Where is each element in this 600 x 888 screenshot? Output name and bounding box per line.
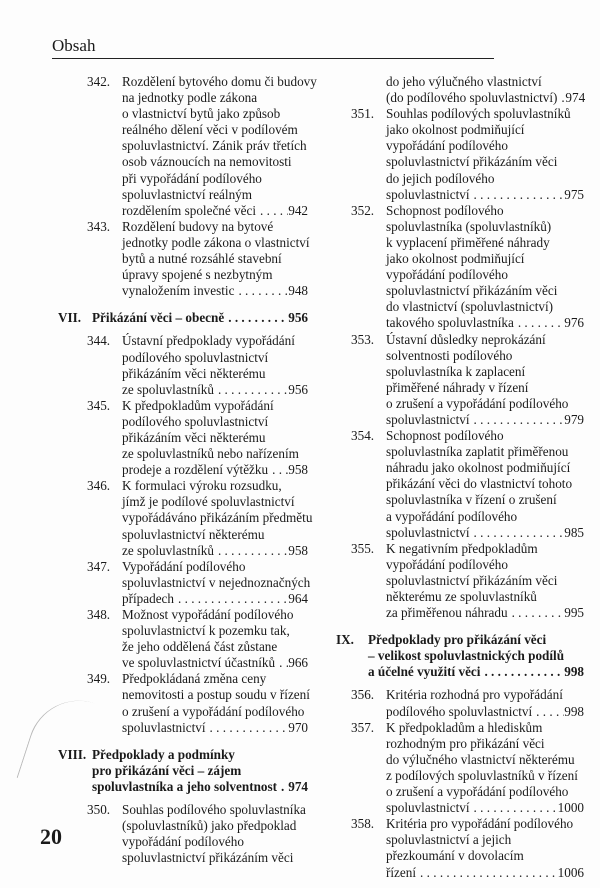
entry-line: K formulaci výroku rozsudku, (122, 478, 282, 494)
entry-line: spoluvlastníka a jeho solventnost (92, 778, 278, 794)
entry-number: 344. (87, 333, 111, 349)
toc-entry[interactable] (58, 558, 311, 607)
entry-page-number[interactable]: 956 (288, 310, 308, 326)
entry-line: jednotky podle zákona o vlastnictví (122, 234, 310, 250)
entry-title (386, 687, 584, 719)
entry-title (122, 219, 308, 299)
toc-entry[interactable] (336, 687, 584, 719)
entry-line: Schopnost podílového (386, 428, 504, 444)
page-header (52, 36, 494, 59)
entry-number: 355. (351, 540, 375, 556)
entry-page-number[interactable]: 995 (564, 605, 584, 621)
dot-leader (470, 412, 565, 428)
entry-line: spoluvlastnictví přikázáním věci (122, 850, 294, 866)
dot-leader (256, 203, 288, 219)
entry-last-line (368, 664, 584, 680)
entry-page-number[interactable]: 970 (288, 719, 308, 735)
entry-line: jímž je podílové spoluvlastnictví (122, 494, 295, 510)
toc-entry[interactable] (58, 671, 308, 735)
entry-line: spoluvlastnictví k pozemku tak, (122, 623, 290, 639)
entry-line: přikázání věci do vlastnictví tohoto (386, 476, 573, 492)
entry-line: spoluvlastníka (spoluvlastníků) (386, 218, 552, 234)
entry-line: Kritéria rozhodná pro vypořádání (386, 687, 563, 703)
entry-line: Přikázání věci – obecně (92, 310, 225, 326)
entry-line: Předpoklady pro přikázání věci (368, 632, 547, 648)
entry-line: případech (122, 590, 174, 606)
entry-page-number[interactable]: 998 (564, 664, 584, 680)
entry-line: o vlastnictví bytů jako způsob (122, 106, 281, 122)
entry-title (386, 332, 584, 429)
entry-number: 357. (351, 719, 375, 735)
toc-left-column (58, 74, 317, 866)
entry-line: náhradu jako okolnost podmiňující (386, 460, 571, 476)
toc-entry[interactable] (336, 720, 584, 817)
dot-leader (277, 779, 288, 795)
toc-entry[interactable] (58, 74, 317, 219)
entry-line: přezkoumání v dovolacím (386, 848, 524, 864)
entry-title (386, 203, 584, 332)
entry-title (386, 816, 584, 880)
entry-line: ve spoluvlastnictví účastníků (122, 655, 276, 671)
entry-line: (do podílového spoluvlastnictví) (386, 90, 558, 106)
toc-entry[interactable] (58, 802, 308, 866)
entry-title (92, 310, 308, 326)
toc-chapter[interactable] (336, 632, 584, 680)
entry-last-line (386, 525, 584, 541)
entry-line: při vypořádání podílového (122, 170, 262, 186)
entry-last-line (122, 543, 308, 559)
entry-line: rozhodným pro přikázání věci (386, 735, 545, 751)
entry-title (368, 632, 584, 680)
entry-number: 347. (87, 558, 111, 574)
entry-number: 352. (351, 202, 375, 218)
entry-last-line (386, 865, 584, 881)
entry-title (92, 747, 308, 795)
entry-line: do jejich podílového (386, 170, 495, 186)
header-title: Obsah (52, 36, 96, 55)
entry-title (386, 106, 584, 203)
entry-title (122, 802, 308, 866)
toc-entry[interactable] (58, 398, 308, 478)
dot-leader (416, 865, 558, 881)
entry-line: vynaložením investic (122, 283, 235, 299)
entry-line: solventnosti podílového (386, 347, 513, 363)
entry-number: VIII. (58, 746, 87, 762)
dot-leader (557, 90, 565, 106)
toc-entry[interactable] (58, 607, 308, 671)
entry-last-line (386, 412, 584, 428)
entry-line: takového spoluvlastníka (386, 315, 514, 331)
dot-leader (224, 310, 288, 326)
entry-line: vypořádání podílového (386, 267, 508, 283)
entry-last-line (386, 315, 584, 331)
entry-last-line (386, 800, 584, 816)
entry-page-number[interactable]: 964 (288, 590, 308, 606)
entry-line: spoluvlastnictví přikázáním věci (386, 572, 558, 588)
entry-page-number[interactable]: 998 (564, 703, 584, 719)
entry-last-line (92, 779, 308, 795)
entry-last-line (386, 90, 584, 106)
entry-page-number[interactable]: 958 (288, 462, 308, 478)
entry-last-line (122, 720, 308, 736)
entry-page-number[interactable]: 966 (288, 655, 308, 671)
entry-line: K negativním předpokladům (386, 540, 538, 556)
entry-line: řízení (386, 864, 417, 880)
dot-leader (275, 655, 288, 671)
dot-leader (508, 605, 565, 621)
entry-line: přikázáním věci některému (122, 429, 266, 445)
entry-line: spoluvlastníka zaplatit přiměřenou (386, 444, 569, 460)
entry-line: z podílových spoluvlastníků v řízení (386, 767, 578, 783)
entry-line: do výlučného vlastnictví některému (386, 751, 575, 767)
entry-line: spoluvlastnictví (386, 800, 470, 816)
entry-title (386, 74, 584, 106)
entry-line: Předpoklady a podmínky (92, 746, 235, 762)
toc-chapter[interactable] (58, 310, 308, 326)
dot-leader (268, 462, 288, 478)
dot-leader (206, 720, 289, 736)
entry-line: spoluvlastnictví přikázáním věci (386, 283, 558, 299)
entry-number: 346. (87, 478, 111, 494)
entry-line: vypořádání podílového (122, 834, 244, 850)
entry-page-number[interactable]: 948 (288, 283, 308, 299)
entry-line: podílového spoluvlastnictví (386, 703, 533, 719)
entry-line: rozdělením společné věci (122, 202, 257, 218)
entry-line: spoluvlastnictví. Zánik práv třetích (122, 138, 307, 154)
entry-line: spoluvlastnictví (386, 186, 470, 202)
dot-leader (532, 704, 564, 720)
entry-line: nemovitosti a postup soudu v řízení (122, 687, 310, 703)
entry-line: vypořádání podílového (386, 138, 508, 154)
entry-title (122, 478, 313, 558)
entry-page-number[interactable]: 985 (564, 524, 584, 540)
entry-line: spoluvlastnictví přikázáním věci (386, 154, 558, 170)
entry-line: o zrušení a vypořádání podílového (386, 784, 569, 800)
dot-leader (470, 525, 565, 541)
entry-number: 358. (351, 816, 375, 832)
entry-line: vypořádání podílového (386, 556, 508, 572)
entry-line: že jeho oddělená část zůstane (122, 639, 278, 655)
entry-line: a vypořádání podílového (386, 508, 518, 524)
entry-line: spoluvlastnictví některému (122, 526, 265, 542)
entry-line: Ústavní důsledky neprokázání (386, 331, 546, 347)
entry-line: spoluvlastnictví (386, 524, 470, 540)
entry-title (386, 541, 584, 621)
entry-line: do jeho výlučného vlastnictví (386, 74, 542, 89)
entry-line: spoluvlastníka k zaplacení (386, 363, 526, 379)
entry-line: reálného dělení věci v podílovém (122, 122, 298, 138)
entry-last-line (122, 591, 308, 607)
entry-number: 342. (87, 74, 111, 89)
dot-leader (470, 800, 558, 816)
entry-title (386, 428, 584, 541)
entry-page-number[interactable]: 942 (288, 202, 308, 218)
dot-leader (214, 543, 288, 559)
page-number: 20 (40, 824, 62, 849)
entry-line: bytů a nutné rozsáhlé stavební (122, 251, 282, 267)
entry-number: IX. (336, 632, 354, 648)
dot-leader (174, 591, 288, 607)
entry-line: a účelné využití věci (368, 664, 481, 680)
entry-last-line (386, 704, 584, 720)
toc-entry[interactable] (336, 74, 584, 106)
entry-number: 351. (351, 106, 375, 122)
entry-line: za přiměřenou náhradu (386, 605, 508, 621)
entry-line: podílového spoluvlastnictví (122, 413, 269, 429)
entry-line: k vyplacení přiměřené náhrady (386, 234, 550, 250)
entry-line: Kritéria pro vypořádání podílového (386, 816, 574, 832)
entry-number: 349. (87, 671, 111, 687)
entry-line: o zrušení a vypořádání podílového (122, 703, 305, 719)
entry-page-number[interactable]: 975 (564, 186, 584, 202)
entry-page-number[interactable]: 976 (564, 315, 584, 331)
entry-last-line (92, 310, 308, 326)
toc-entry[interactable] (336, 106, 584, 203)
entry-line: – velikost spoluvlastnických podílů (368, 648, 565, 664)
entry-last-line (122, 283, 308, 299)
toc-entry[interactable] (336, 428, 584, 541)
dot-leader (214, 382, 288, 398)
entry-title (122, 74, 317, 219)
entry-page-number[interactable]: 974 (565, 90, 586, 106)
entry-title (122, 398, 308, 478)
toc-entry[interactable] (58, 478, 313, 558)
entry-title (386, 720, 584, 817)
entry-number: VII. (58, 310, 82, 326)
entry-line: Předpokládaná změna ceny (122, 671, 267, 687)
entry-line: ze spoluvlastníků (122, 542, 214, 558)
entry-line: ze spoluvlastníků (122, 381, 214, 397)
toc-entry[interactable] (336, 203, 584, 332)
entry-line: spoluvlastnictví v nejednoznačných (122, 574, 311, 590)
entry-title (122, 607, 308, 671)
entry-line: Souhlas podílových spoluvlastníků (386, 106, 571, 122)
entry-line: spoluvlastnictví (122, 719, 206, 735)
entry-page-number[interactable]: 979 (564, 411, 584, 427)
entry-page-number[interactable]: 974 (288, 778, 308, 794)
entry-number: 350. (87, 802, 111, 818)
entry-line: Schopnost podílového (386, 202, 504, 218)
entry-line: ze spoluvlastníků nebo nařízením (122, 446, 299, 462)
entry-line: o zrušení a vypořádání podílového (386, 395, 569, 411)
entry-line: spoluvlastníka v řízení o zrušení (386, 492, 557, 508)
toc-entry[interactable] (58, 219, 308, 299)
entry-last-line (122, 203, 308, 219)
entry-number: 356. (351, 687, 375, 703)
entry-line: spoluvlastnictví reálným (122, 186, 253, 202)
toc-chapter[interactable] (58, 747, 308, 795)
entry-line: spoluvlastnictví a jejich (386, 832, 512, 848)
entry-line: Rozdělení bytového domu či budovy (122, 74, 317, 89)
entry-line: vypořádáváno přikázáním předmětu (122, 510, 313, 526)
entry-line: K předpokladům a hlediskům (386, 719, 543, 735)
entry-number: 353. (351, 331, 375, 347)
toc-right-column (336, 74, 584, 881)
entry-number: 343. (87, 218, 111, 234)
dot-leader (234, 283, 288, 299)
entry-number: 354. (351, 428, 375, 444)
entry-line: některému ze spoluvlastníků (386, 589, 537, 604)
dot-leader (480, 664, 564, 680)
entry-page-number[interactable]: 1006 (557, 864, 584, 880)
entry-line: přikázáním věci některému (122, 365, 266, 381)
entry-line: pro přikázání věci – zájem (92, 762, 242, 778)
entry-line: Souhlas podílového spoluvlastníka (122, 802, 306, 818)
toc-entry[interactable] (336, 541, 584, 621)
entry-title (122, 558, 311, 607)
entry-last-line (386, 605, 584, 621)
entry-page-number[interactable]: 956 (288, 381, 308, 397)
entry-line: Vypořádání podílového (122, 558, 246, 574)
entry-line: jako okolnost podmiňující (386, 251, 525, 267)
entry-number: 348. (87, 607, 111, 622)
entry-page-number[interactable]: 958 (288, 542, 308, 558)
entry-line: do vlastnictví (spoluvlastnictví) (386, 299, 554, 315)
entry-last-line (122, 382, 308, 398)
entry-title (122, 671, 308, 735)
toc-entry[interactable] (336, 332, 584, 429)
toc-entry[interactable] (58, 333, 308, 397)
entry-line: Ústavní předpoklady vypořádání (122, 333, 295, 349)
toc-entry[interactable] (336, 816, 584, 880)
entry-last-line (122, 655, 308, 671)
entry-line: (spoluvlastníků) jako předpoklad (122, 818, 297, 834)
entry-title (122, 333, 308, 397)
entry-page-number[interactable]: 1000 (557, 800, 584, 816)
entry-line: Rozdělení budovy na bytové (122, 218, 274, 234)
dot-leader (470, 187, 565, 203)
entry-line: K předpokladům vypořádání (122, 397, 274, 413)
dot-leader (514, 315, 564, 331)
entry-number: 345. (87, 397, 111, 413)
entry-line: spoluvlastnictví (386, 411, 470, 427)
entry-line: na jednotky podle zákona (122, 90, 258, 106)
entry-line: jako okolnost podmiňující (386, 122, 525, 138)
entry-last-line (386, 187, 584, 203)
entry-line: osob váznoucích na nemovitosti (122, 154, 292, 170)
entry-line: přiměřené náhrady v řízení (386, 379, 529, 395)
entry-line: podílového spoluvlastnictví (122, 349, 269, 365)
entry-line: Možnost vypořádání podílového (122, 607, 294, 622)
entry-line: prodeje a rozdělení výtěžku (122, 462, 269, 478)
entry-last-line (122, 462, 308, 478)
entry-line: úpravy spojené s nezbytným (122, 267, 273, 283)
